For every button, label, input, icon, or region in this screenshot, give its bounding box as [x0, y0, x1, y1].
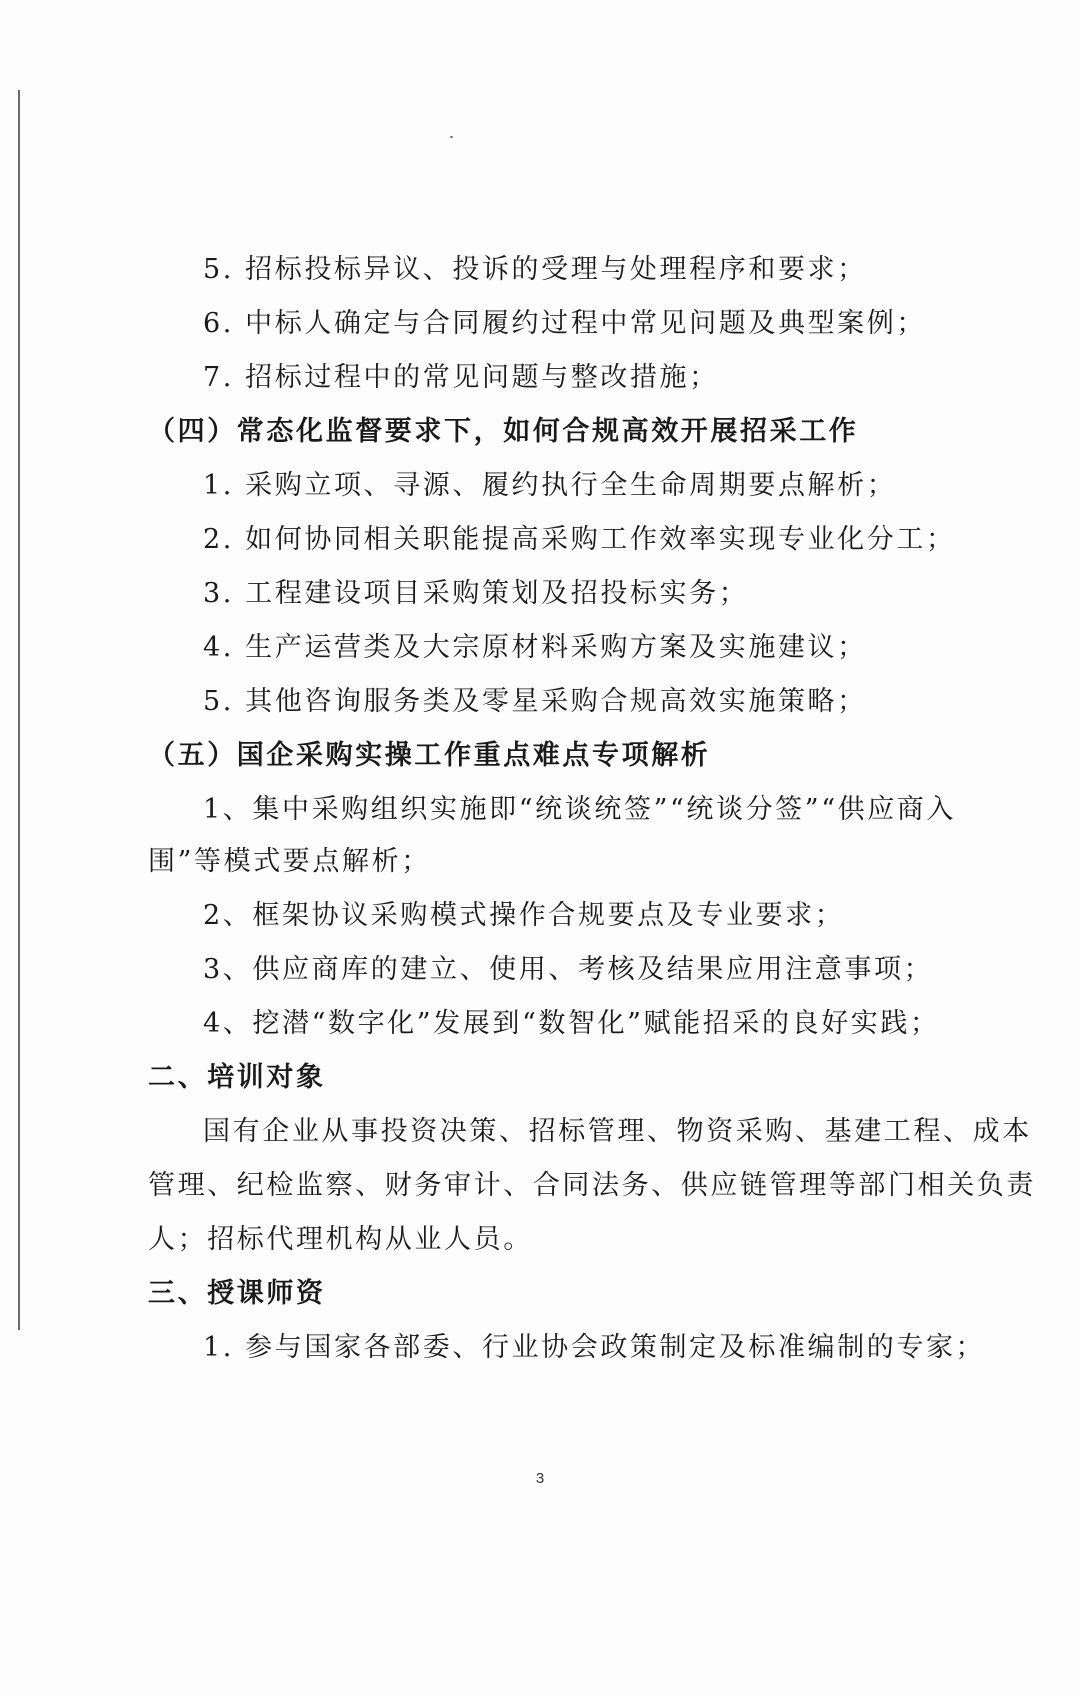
paragraph-line: 管理、纪检监察、财务审计、合同法务、供应链管理等部门相关负责: [148, 1170, 1036, 1201]
list-item: 4、挖潜“数字化”发展到“数智化”赋能招采的良好实践；: [203, 1008, 940, 1039]
list-item: 2、框架协议采购模式操作合规要点及专业要求；: [203, 900, 845, 931]
list-item: 3、供应商库的建立、使用、考核及结果应用注意事项；: [203, 954, 934, 985]
list-item: 5. 招标投标异议、投诉的受理与处理程序和要求；: [203, 254, 867, 285]
list-item: 7. 招标过程中的常见问题与整改措施；: [203, 362, 719, 393]
list-item: 1. 采购立项、寻源、履约执行全生命周期要点解析；: [203, 470, 897, 501]
list-item: 1、集中采购组织实施即“统谈统签”“统谈分签”“供应商入: [203, 794, 956, 825]
scan-margin-line: [18, 90, 20, 1330]
document-body: [148, 252, 1036, 1384]
list-item: 5. 其他咨询服务类及零星采购合规高效实施策略；: [203, 686, 867, 717]
page-number: 3: [535, 1470, 545, 1487]
list-item: 1. 参与国家各部委、行业协会政策制定及标准编制的专家；: [203, 1332, 986, 1363]
list-item: 3. 工程建设项目采购策划及招投标实务；: [203, 578, 749, 609]
section-heading: （四）常态化监督要求下，如何合规高效开展招采工作: [148, 416, 859, 447]
section-heading: 三、授课师资: [148, 1278, 326, 1309]
paragraph-line: 人；招标代理机构从业人员。: [148, 1224, 533, 1255]
list-item-continuation: 围”等模式要点解析；: [148, 846, 431, 877]
section-heading: 二、培训对象: [148, 1062, 326, 1093]
list-item: 6. 中标人确定与合同履约过程中常见问题及典型案例；: [203, 308, 926, 339]
list-item: 2. 如何协同相关职能提高采购工作效率实现专业化分工；: [203, 524, 956, 555]
list-item: 4. 生产运营类及大宗原材料采购方案及实施建议；: [203, 632, 867, 663]
section-heading: （五）国企采购实操工作重点难点专项解析: [148, 740, 711, 771]
paragraph-line: 国有企业从事投资决策、招标管理、物资采购、基建工程、成本: [203, 1116, 1032, 1147]
scan-speck: [450, 136, 453, 138]
